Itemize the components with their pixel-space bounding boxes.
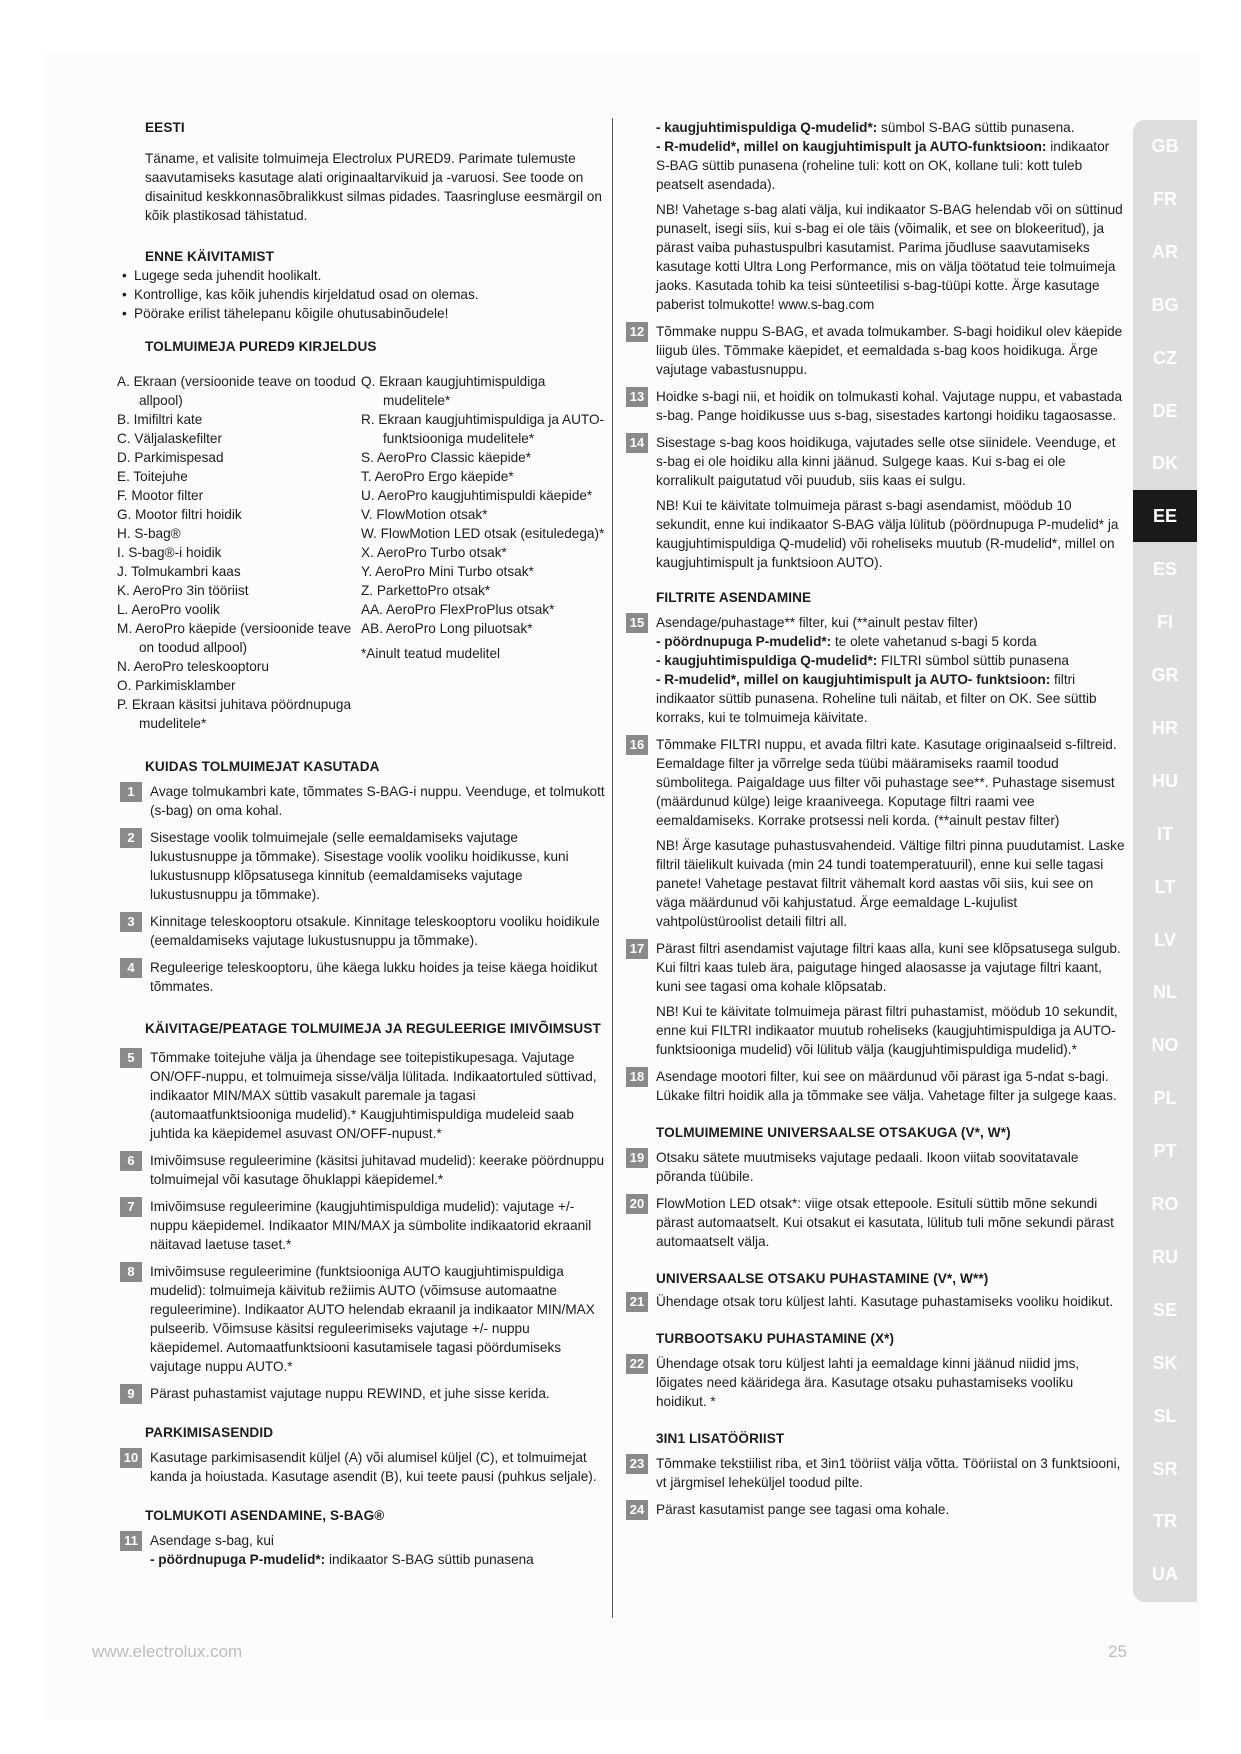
language-tab-bg[interactable]: BG — [1151, 294, 1179, 315]
step-number: 8 — [120, 1262, 142, 1282]
step-text: Kasutage parkimisasendit küljel (A) või alumisel küljel (C), et tolmuimejat kanda ja hoiustada. Kasutage asendit (B), kui teete pausi (puhkus seljale). — [150, 1450, 597, 1484]
language-tab-it[interactable]: IT — [1157, 823, 1173, 844]
page-number: 25 — [1108, 1642, 1127, 1661]
part-item: Y. AeroPro Mini Turbo otsak* — [361, 564, 534, 579]
part-item: Q. Ekraan kaugjuhtimispuldiga mudelitele* — [361, 374, 546, 408]
note: NB! Vahetage s-bag alati välja, kui indikaator S-BAG helendab või on süttinud punaselt, isegi siis, kui s-bag ei ole täis (võimalik, et see on blokeeritud), ja pärast vaiba puhastuspulbri kasutamist. Parima jõudluse saavutamiseks kasutage kotti Ultra Long Performance, mis on välja töötatud teie tolmuimeja jaoks. Kasutada tohib ka teisi sünteetilisi s-bag-tüüpi kotte. Ärge kasutage paberist tolmukotte! www.s-bag.com — [656, 202, 1123, 312]
right-column — [626, 118, 1126, 1533]
language-tab-pt[interactable]: PT — [1153, 1141, 1177, 1162]
step-1 — [120, 782, 605, 820]
part-item: V. FlowMotion otsak* — [361, 507, 488, 522]
step-16 — [626, 735, 1126, 931]
step-text: Hoidke s-bagi nii, et hoidik on tolmukasti kohal. Vajutage nuppu, et vabastada s-bag. Pange hoidikusse uus s-bag, sisestades kartongi hoidiku tagaosasse. — [656, 389, 1123, 423]
language-tab-sl[interactable]: SL — [1153, 1405, 1177, 1426]
part-item: B. Imifiltri kate — [117, 412, 203, 427]
part-item: I. S-bag®-i hoidik — [117, 545, 222, 560]
step-text: Imivõimsuse reguleerimine (kaugjuhtimispuldiga mudelid): vajutage +/- nuppu käepidemel. Indikaator MIN/MAX ja sümbolite indikaatorid ekraanil näitavad laetuse taset.* — [150, 1199, 592, 1252]
step-number: 7 — [120, 1197, 142, 1217]
part-item: Z. ParkettoPro otsak* — [361, 583, 491, 598]
language-tab-ee[interactable]: EE — [1133, 490, 1197, 542]
footer-url[interactable]: www.electrolux.com — [92, 1642, 243, 1661]
step-number: 5 — [120, 1048, 142, 1068]
step-5 — [120, 1048, 605, 1143]
part-item: W. FlowMotion LED otsak (esituledega)* — [361, 526, 605, 541]
language-tab-nl[interactable]: NL — [1153, 982, 1177, 1003]
step-text: Otsaku sätete muutmiseks vajutage pedaali. Ikoon viitab soovitatavale põranda tüübile. — [656, 1150, 1079, 1184]
language-tab-no[interactable]: NO — [1151, 1035, 1179, 1056]
description-heading: TOLMUIMEJA PURED9 KIRJELDUS — [145, 339, 377, 354]
power-heading: KÄIVITAGE/PEATAGE TOLMUIMEJA JA REGULEERIGE IMIVÕIMSUST — [145, 1021, 601, 1036]
part-item: AA. AeroPro FlexProPlus otsak* — [361, 602, 555, 617]
step-number: 9 — [120, 1384, 142, 1404]
step-sub-line: - pöördnupuga P-mudelid*: te olete vahetanud s-bagi 5 korda — [656, 634, 1037, 649]
language-tab-pl[interactable]: PL — [1153, 1088, 1177, 1109]
language-tab-de[interactable]: DE — [1152, 400, 1178, 421]
step-text: Imivõimsuse reguleerimine (funktsiooniga AUTO kaugjuhtimispuldiga mudelid): tolmuimeja käivitub režiimis AUTO (võimsuse automaatne reguleerimine). Indikaator AUTO helendab ekraanil ja indikaator MIN/MAX pulseerib. Võimsuse käsitsi reguleerimiseks vajutage +/- nuppu käepidemel. Automaatfunktsiooni kasutamisele tagasi pöördumiseks vajutage nuppu AUTO.* — [150, 1264, 595, 1374]
part-item: O. Parkimisklamber — [117, 678, 236, 693]
turbo-heading: TURBOOTSAKU PUHASTAMINE (X*) — [656, 1331, 895, 1346]
step-10 — [120, 1448, 605, 1486]
step-number: 13 — [626, 387, 648, 407]
step-4 — [120, 958, 605, 996]
language-tab-gr[interactable]: GR — [1151, 665, 1179, 685]
step-number: 21 — [626, 1292, 648, 1312]
note: NB! Kui te käivitate tolmuimeja pärast s-bagi asendamist, möödub 10 sekundit, enne kui indikaator S-BAG välja lülitub (pöördnupuga P-mudelid* ja kaugjuhtimispuldiga Q-mudelid) või roheliseks muutub (R-mudelid*, millel on kaugjuhtimispult ja funktsioon AUTO). — [656, 498, 1119, 570]
language-tab-sk[interactable]: SK — [1152, 1352, 1178, 1373]
step-number: 17 — [626, 939, 648, 959]
parts-column-left — [117, 372, 361, 733]
step-number: 15 — [626, 613, 648, 633]
part-item: T. AeroPro Ergo käepide* — [361, 469, 514, 484]
parts-column-right — [361, 372, 605, 733]
step-text: Pärast kasutamist pange see tagasi oma kohale. — [656, 1502, 950, 1517]
part-item: P. Ekraan käsitsi juhitava pöördnupuga mudelitele* — [117, 697, 352, 731]
cleaning-heading: UNIVERSAALSE OTSAKU PUHASTAMINE (V*, W**) — [656, 1271, 989, 1286]
language-tab-lt[interactable]: LT — [1154, 876, 1176, 897]
part-item: G. Mootor filtri hoidik — [117, 507, 242, 522]
step-number: 2 — [120, 828, 142, 848]
part-item: L. AeroPro voolik — [117, 602, 220, 617]
step-text: FlowMotion LED otsak*: viige otsak ettepoole. Esituli süttib mõne sekundi pärast automaatselt. Kui otsakut ei kasutata, lülitub tuli mõne sekundi pärast automaatselt välja. — [656, 1196, 1114, 1249]
part-item: S. AeroPro Classic käepide* — [361, 450, 532, 465]
language-tab-dk[interactable]: DK — [1152, 453, 1178, 474]
step-number: 22 — [626, 1354, 648, 1374]
step-text: Ühendage otsak toru küljest lahti. Kasutage puhastamiseks vooliku hoidikut. — [656, 1294, 1114, 1309]
step-20 — [626, 1194, 1126, 1251]
language-tab-sr[interactable]: SR — [1152, 1458, 1178, 1479]
step-number: 11 — [120, 1531, 142, 1551]
step-2 — [120, 828, 605, 904]
step-number: 19 — [626, 1148, 648, 1168]
step-number: 14 — [626, 433, 648, 453]
step-number: 16 — [626, 735, 648, 755]
left-column — [117, 118, 605, 1583]
list-item: • Lugege seda juhendit hoolikalt. — [120, 266, 605, 285]
language-tab-lv[interactable]: LV — [1154, 929, 1176, 950]
part-item: M. AeroPro käepide (versioonide teave on toodud allpool) — [117, 621, 352, 655]
step-text: Sisestage s-bag koos hoidikuga, vajutades selle otse siinidele. Veenduge, et s-bag ei ole hoidiku alla kinni jäänud. Sulgege kaas. Kui s-bag ei ole korralikult paigutatud või puudub, siis kaas ei sulgu. — [656, 435, 1116, 488]
footnote: *Ainult teatud mudelitel — [361, 646, 501, 661]
step-24 — [626, 1500, 1126, 1519]
step-text: Pärast filtri asendamist vajutage filtri kaas alla, kuni see klõpsatusega sulgub. Kui filtri kaas tuleb ära, paigutage hinged alaosasse ja vajutage filtri kaant, kuni see tagasi oma kohale klõpsatab. — [656, 941, 1121, 994]
step-15 — [626, 613, 1126, 727]
before-list — [120, 266, 605, 323]
step-sub-line: - kaugjuhtimispuldiga Q-mudelid*: FILTRI sümbol süttib punasena — [656, 653, 1069, 668]
step-11 — [120, 1531, 605, 1569]
part-item: D. Parkimispesad — [117, 450, 224, 465]
part-item: AB. AeroPro Long piluotsak* — [361, 621, 533, 636]
list-item: • Kontrollige, kas kõik juhendis kirjeldatud osad on olemas. — [120, 285, 605, 304]
language-tab-hr[interactable]: HR — [1152, 717, 1178, 738]
language-tab-fr[interactable]: FR — [1153, 188, 1177, 209]
part-item: J. Tolmukambri kaas — [117, 564, 241, 579]
part-item: H. S-bag® — [117, 526, 181, 541]
list-item: • Pöörake erilist tähelepanu kõigile ohutusabinõudele! — [120, 304, 605, 323]
part-item: U. AeroPro kaugjuhtimispuldi käepide* — [361, 488, 593, 503]
step-22 — [626, 1354, 1126, 1411]
language-tab-fi[interactable]: FI — [1157, 612, 1173, 633]
step-number: 18 — [626, 1067, 648, 1087]
step-text: Kinnitage teleskooptoru otsakule. Kinnitage teleskooptoru vooliku hoidikule (eemaldamiseks vajutage lukustusnuppu ja tõmmake). — [150, 914, 600, 948]
parts-list — [117, 372, 605, 733]
step-number: 23 — [626, 1454, 648, 1474]
step-text: Tõmmake FILTRI nuppu, et avada filtri kate. Kasutage originaalseid s-filtreid. Eemaldage filter ja võrrelge seda tüübi määramiseks raamil toodud sümbolitega. Paigaldage uus filter või puhastage see**. Puhastage sisemust (määrdunud külge) leige kraaniveega. Koputage filtri raami vee eemaldamiseks. Korrake protsessi neli korda. (**ainult pestav filter) — [656, 737, 1117, 828]
step-17 — [626, 939, 1126, 1059]
step-12 — [626, 322, 1126, 379]
step-text: Reguleerige teleskooptoru, ühe käega lukku hoides ja teise käega hoidikut tõmmates. — [150, 960, 598, 994]
step-number: 6 — [120, 1151, 142, 1171]
step-18 — [626, 1067, 1126, 1105]
step-7 — [120, 1197, 605, 1254]
language-tab-hu[interactable]: HU — [1152, 770, 1178, 791]
step-number: 10 — [120, 1448, 142, 1468]
part-item: N. AeroPro teleskooptoru — [117, 659, 269, 674]
parking-heading: PARKIMISASENDID — [145, 1425, 274, 1440]
step-number: 12 — [626, 322, 648, 342]
step-sub-line: - pöördnupuga P-mudelid*: indikaator S-BAG süttib punasena — [150, 1552, 534, 1567]
step-text: Asendage s-bag, kui — [150, 1533, 274, 1548]
step-number: 4 — [120, 958, 142, 978]
language-tab-ua[interactable]: UA — [1152, 1564, 1178, 1585]
language-tab-ru[interactable]: RU — [1152, 1246, 1178, 1267]
step-number: 3 — [120, 912, 142, 932]
filters-heading: FILTRITE ASENDAMINE — [656, 590, 812, 605]
before-heading: ENNE KÄIVITAMIST — [145, 249, 274, 264]
step-14 — [626, 433, 1126, 572]
step-sub-line: - R-mudelid*, millel on kaugjuhtimispult ja AUTO- funktsioon: filtri indikaator süttib punasena. Roheline tuli näitab, et filter on OK. See süttib korraks, kui te tolmuimeja käivitate. — [656, 672, 1097, 725]
howto-heading: KUIDAS TOLMUIMEJAT KASUTADA — [145, 759, 380, 774]
step-6 — [120, 1151, 605, 1189]
language-tab-ar[interactable]: AR — [1152, 241, 1178, 262]
part-item: X. AeroPro Turbo otsak* — [361, 545, 507, 560]
step-3 — [120, 912, 605, 950]
step-sub-line: - R-mudelid*, millel on kaugjuhtimispult ja AUTO-funktsioon: indikaator S-BAG süttib punasena (roheline tuli: kott on OK, kollane tuli: kott tuleb peatselt asendada). — [656, 139, 1110, 192]
step-23 — [626, 1454, 1126, 1492]
language-tab-se[interactable]: SE — [1152, 1299, 1177, 1320]
intro-text: Täname, et valisite tolmuimeja Electrolux PURED9. Parimate tulemuste saavutamiseks kasutage alati originaaltarvikuid ja -varuosi. See toode on disainitud keskkonnasõbralikkust silmas pidades. Taasringluse eesmärgil on kõik plastikosad tähistatud. — [145, 151, 602, 223]
step-text: Tõmmake tekstiilist riba, et 3in1 tööriist välja võtta. Tööriistal on 3 funktsiooni, vt järgmisel leheküljel toodud pilte. — [656, 1456, 1121, 1490]
language-tab-es[interactable]: ES — [1152, 559, 1177, 580]
language-heading: EESTI — [145, 120, 185, 135]
step-text: Pärast puhastamist vajutage nuppu REWIND, et juhe sisse kerida. — [150, 1386, 550, 1401]
part-item: R. Ekraan kaugjuhtimispuldiga ja AUTO-funktsiooniga mudelitele* — [361, 412, 605, 446]
part-item: C. Väljalaskefilter — [117, 431, 223, 446]
part-item: E. Toitejuhe — [117, 469, 188, 484]
tool-heading: 3IN1 LISATÖÖRIIST — [656, 1431, 785, 1446]
step-text: Imivõimsuse reguleerimine (käsitsi juhitavad mudelid): keerake pöördnuppu tolmuimejal või kasutage õhuklappi käepidemel.* — [150, 1153, 605, 1187]
step-sub-line: - kaugjuhtimispuldiga Q-mudelid*: sümbol S-BAG süttib punasena. — [656, 120, 1075, 135]
step-text: Ühendage otsak toru küljest lahti ja eemaldage kinni jäänud niidid jms, lõigates need kääridega ära. Kasutage otsaku puhastamiseks vooliku hoidikut. * — [656, 1356, 1080, 1409]
step-number: 24 — [626, 1500, 648, 1520]
language-tab-ro[interactable]: RO — [1151, 1194, 1179, 1214]
step-9 — [120, 1384, 605, 1403]
universal-heading: TOLMUIMEMINE UNIVERSAALSE OTSAKUGA (V*, W*) — [656, 1125, 1011, 1140]
part-item: K. AeroPro 3in tööriist — [117, 583, 249, 598]
step-text: Tõmmake toitejuhe välja ja ühendage see toitepistikupesaga. Vajutage ON/OFF-nuppu, et tolmuimeja sisse/välja lülitada. Indikaatortuled süttivad, indikaator MIN/MAX süttib vasakult paremale ja tagasi (automaatfunktsiooniga mudelid).* Kaugjuhtimispuldiga mudeleid saab juhtida ka käepidemel asuvast ON/OFF-nupust.* — [150, 1050, 597, 1141]
step-text: Asendage/puhastage** filter, kui (**ainult pestav filter) — [656, 615, 978, 630]
step-13 — [626, 387, 1126, 425]
step-number: 20 — [626, 1194, 648, 1214]
step-8 — [120, 1262, 605, 1376]
part-item: A. Ekraan (versioonide teave on toodud allpool) — [117, 374, 356, 408]
note: NB! Ärge kasutage puhastusvahendeid. Vältige filtri pinna puudutamist. Laske filtril täielikult kuivada (min 24 tundi toatemperatuuril), enne kui selle tagasi panete! Vahetage pestavat filtrit vähemalt kord aastas või siis, kui see on väga määrdunud või kahjustatud. Ärge eemaldage L-kujulist vahtpolüstüroolist detaili filtri all. — [656, 838, 1125, 929]
language-tab-gb[interactable]: GB — [1151, 136, 1179, 156]
sbag-heading: TOLMUKOTI ASENDAMINE, S-BAG® — [145, 1508, 385, 1523]
part-item: F. Mootor filter — [117, 488, 204, 503]
step-text: Avage tolmukambri kate, tõmmates S-BAG-i nuppu. Veenduge, et tolmukott (s-bag) on oma kohal. — [150, 784, 605, 818]
step-11-continued — [626, 118, 1126, 314]
step-text: Sisestage voolik tolmuimejale (selle eemaldamiseks vajutage lukustusnuppe ja tõmmake). Sisestage voolik vooliku hoidikusse, kuni lukustusnupp klõpsatusega kinnitub (eemaldamiseks vajutage lukustusnuppu ja tõmmake). — [150, 830, 569, 902]
note: NB! Kui te käivitate tolmuimeja pärast filtri puhastamist, möödub 10 sekundit, enne kui FILTRI indikaator muutub roheliseks (kaugjuhtimispuldiga ja AUTO-funktsiooniga mudelid) või lülitub välja (kaugjuhtimispuldiga mudelid).* — [656, 1004, 1118, 1057]
step-21 — [626, 1292, 1126, 1311]
step-text: Asendage mootori filter, kui see on määrdunud või pärast iga 5-ndat s-bagi. Lükake filtri hoidik alla ja tõmmake see välja. Vahetage filter ja sulgege kaas. — [656, 1069, 1117, 1103]
column-divider — [612, 118, 613, 1618]
step-number: 1 — [120, 782, 142, 802]
language-tab-tr[interactable]: TR — [1153, 1511, 1177, 1532]
step-text: Tõmmake nuppu S-BAG, et avada tolmukamber. S-bagi hoidikul olev käepide liigub üles. Tõmmake käepidet, et eemaldada s-bag koos hoidikuga. Ärge vajutage vabastusnuppu. — [656, 324, 1123, 377]
step-19 — [626, 1148, 1126, 1186]
language-tab-cz[interactable]: CZ — [1153, 347, 1177, 368]
